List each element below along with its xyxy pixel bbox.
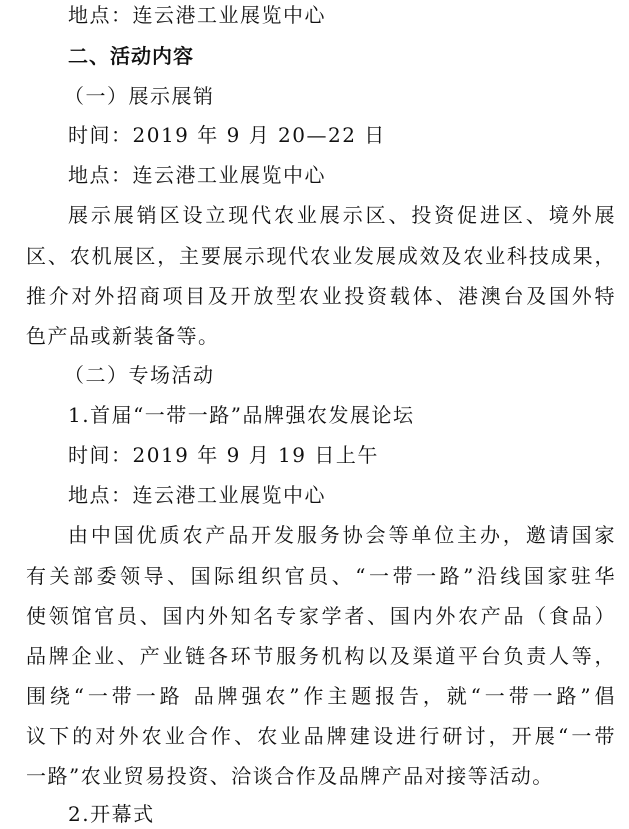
paragraph-line: 一路”农业贸易投资、洽谈合作及品牌产品对接等活动。 — [26, 764, 554, 788]
section-heading: 二、活动内容 — [68, 44, 194, 68]
venue-line: 地点：连云港工业展览中心 — [68, 3, 326, 27]
item-heading: 1.首届“一带一路”品牌强农发展论坛 — [68, 403, 415, 427]
paragraph-line: 围绕“一带一路 品牌强农”作主题报告，就“一带一路”倡 — [26, 684, 616, 708]
paragraph-line: 展示展销区设立现代农业展示区、投资促进区、境外展 — [68, 203, 616, 227]
venue-line: 地点：连云港工业展览中心 — [68, 483, 326, 507]
paragraph-line: 色产品或新装备等。 — [26, 324, 220, 348]
paragraph-line: 区、农机展区，主要展示现代农业发展成效及农业科技成果， — [26, 244, 616, 268]
subsection-heading: （二）专场活动 — [64, 363, 215, 387]
paragraph-line: 品牌企业、产业链各环节服务机构以及渠道平台负责人等， — [26, 644, 616, 668]
paragraph-line: 推介对外招商项目及开放型农业投资载体、港澳台及国外特 — [26, 284, 616, 308]
paragraph-line: 议下的对外农业合作、农业品牌建设进行研讨，开展“一带 — [26, 724, 616, 748]
item-heading: 2.开幕式 — [68, 802, 155, 826]
time-line: 时间：2019 年 9 月 20—22 日 — [68, 123, 386, 147]
paragraph-line: 使领馆官员、国内外知名专家学者、国内外农产品（食品） — [26, 604, 616, 628]
venue-line: 地点：连云港工业展览中心 — [68, 163, 326, 187]
paragraph-line: 由中国优质农产品开发服务协会等单位主办，邀请国家 — [68, 523, 616, 547]
subsection-heading: （一）展示展销 — [64, 84, 215, 108]
paragraph-line: 有关部委领导、国际组织官员、“一带一路”沿线国家驻华 — [26, 564, 616, 588]
time-line: 时间：2019 年 9 月 19 日上午 — [68, 443, 379, 467]
